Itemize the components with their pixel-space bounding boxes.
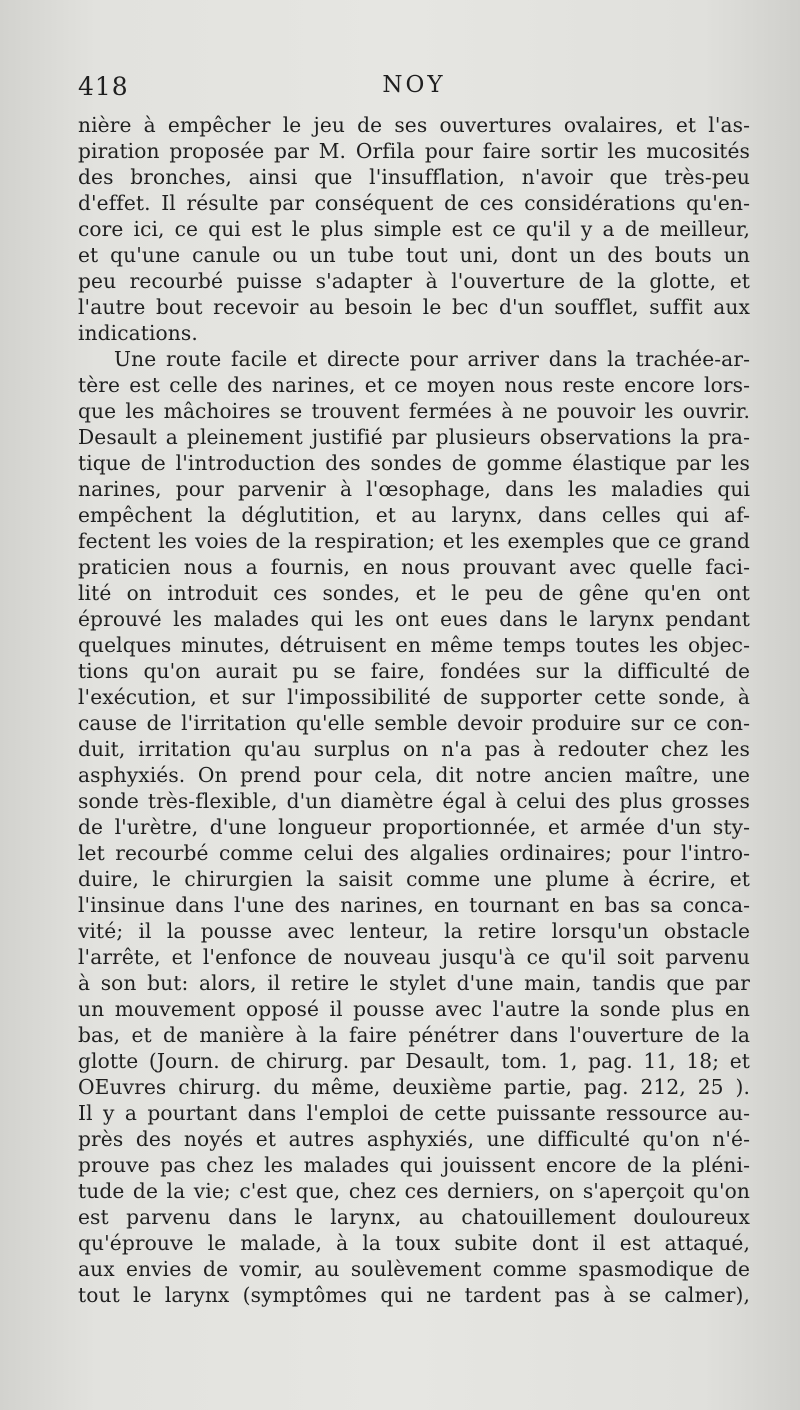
text-line: aux envies de vomir, au soulèvement comme spasmodique de	[78, 1257, 750, 1281]
text-line: prouve pas chez les malades qui jouissent encore de la pléni-	[78, 1153, 750, 1177]
text-line: l'autre bout recevoir au besoin le bec d'un soufflet, suffit aux	[78, 295, 750, 319]
text-line: un mouvement opposé il pousse avec l'autre la sonde plus en	[78, 997, 750, 1021]
text-line: qu'éprouve le malade, à la toux subite dont il est attaqué,	[78, 1231, 750, 1255]
text-line: tions qu'on aurait pu se faire, fondées sur la difficulté de	[78, 659, 750, 683]
text-line: nière à empêcher le jeu de ses ouvertures ovalaires, et l'as-	[78, 113, 750, 137]
text-line: lité on introduit ces sondes, et le peu de gêne qu'en ont	[78, 581, 750, 605]
text-line: Il y a pourtant dans l'emploi de cette puissante ressource au-	[78, 1101, 750, 1125]
text-line: l'arrête, et l'enfonce de nouveau jusqu'à ce qu'il soit parvenu	[78, 945, 750, 969]
text-line: de l'urètre, d'une longueur proportionnée, et armée d'un sty-	[78, 815, 750, 839]
text-line: tude de la vie; c'est que, chez ces derniers, on s'aperçoit qu'on	[78, 1179, 750, 1203]
text-line: des bronches, ainsi que l'insufflation, n'avoir que très-peu	[78, 165, 750, 189]
text-line: Desault a pleinement justifié par plusieurs observations la pra-	[78, 425, 750, 449]
text-line: narines, pour parvenir à l'œsophage, dans les maladies qui	[78, 477, 750, 501]
page-number: 418	[78, 72, 129, 101]
text-line: duit, irritation qu'au surplus on n'a pas à redouter chez les	[78, 737, 750, 761]
text-line: OEuvres chirurg. du même, deuxième partie, pag. 212, 25 ).	[78, 1075, 750, 1099]
text-line: est parvenu dans le larynx, au chatouillement douloureux	[78, 1205, 750, 1229]
paragraph-end-line: indications.	[78, 321, 198, 345]
text-line: bas, et de manière à la faire pénétrer dans l'ouverture de la	[78, 1023, 750, 1047]
text-line: empêchent la déglutition, et au larynx, dans celles qui af-	[78, 503, 750, 527]
text-line: éprouvé les malades qui les ont eues dans le larynx pendant	[78, 607, 750, 631]
text-line: vité; il la pousse avec lenteur, la retire lorsqu'un obstacle	[78, 919, 750, 943]
text-line: sonde très-flexible, d'un diamètre égal à celui des plus grosses	[78, 789, 750, 813]
text-line: piration proposée par M. Orfila pour faire sortir les mucosités	[78, 139, 750, 163]
text-line: que les mâchoires se trouvent fermées à ne pouvoir les ouvrir.	[78, 399, 750, 423]
text-line: l'exécution, et sur l'impossibilité de supporter cette sonde, à	[78, 685, 750, 709]
running-head: NOY	[382, 72, 446, 98]
text-line: tère est celle des narines, et ce moyen nous reste encore lors-	[78, 373, 750, 397]
text-line: cause de l'irritation qu'elle semble devoir produire sur ce con-	[78, 711, 750, 735]
text-line: tout le larynx (symptômes qui ne tardent pas à se calmer),	[78, 1283, 750, 1307]
page-header	[78, 72, 750, 106]
text-line: peu recourbé puisse s'adapter à l'ouverture de la glotte, et	[78, 269, 750, 293]
text-line: à son but: alors, il retire le stylet d'une main, tandis que par	[78, 971, 750, 995]
text-line: fectent les voies de la respiration; et les exemples que ce grand	[78, 529, 750, 553]
paragraph-start-line: Une route facile et directe pour arriver dans la trachée-ar-	[114, 347, 750, 371]
text-line: let recourbé comme celui des algalies ordinaires; pour l'intro-	[78, 841, 750, 865]
text-line: quelques minutes, détruisent en même temps toutes les objec-	[78, 633, 750, 657]
text-line: praticien nous a fournis, en nous prouvant avec quelle faci-	[78, 555, 750, 579]
text-line: tique de l'introduction des sondes de gomme élastique par les	[78, 451, 750, 475]
text-line: d'effet. Il résulte par conséquent de ces considérations qu'en-	[78, 191, 750, 215]
text-line: l'insinue dans l'une des narines, en tournant en bas sa conca-	[78, 893, 750, 917]
text-line: et qu'une canule ou un tube tout uni, dont un des bouts un	[78, 243, 750, 267]
body-text	[78, 112, 750, 1308]
text-line: asphyxiés. On prend pour cela, dit notre ancien maître, une	[78, 763, 750, 787]
text-line: glotte (Journ. de chirurg. par Desault, tom. 1, pag. 11, 18; et	[78, 1049, 750, 1073]
text-line: près des noyés et autres asphyxiés, une difficulté qu'on n'é-	[78, 1127, 750, 1151]
text-line: duire, le chirurgien la saisit comme une plume à écrire, et	[78, 867, 750, 891]
text-line: core ici, ce qui est le plus simple est ce qu'il y a de meilleur,	[78, 217, 750, 241]
